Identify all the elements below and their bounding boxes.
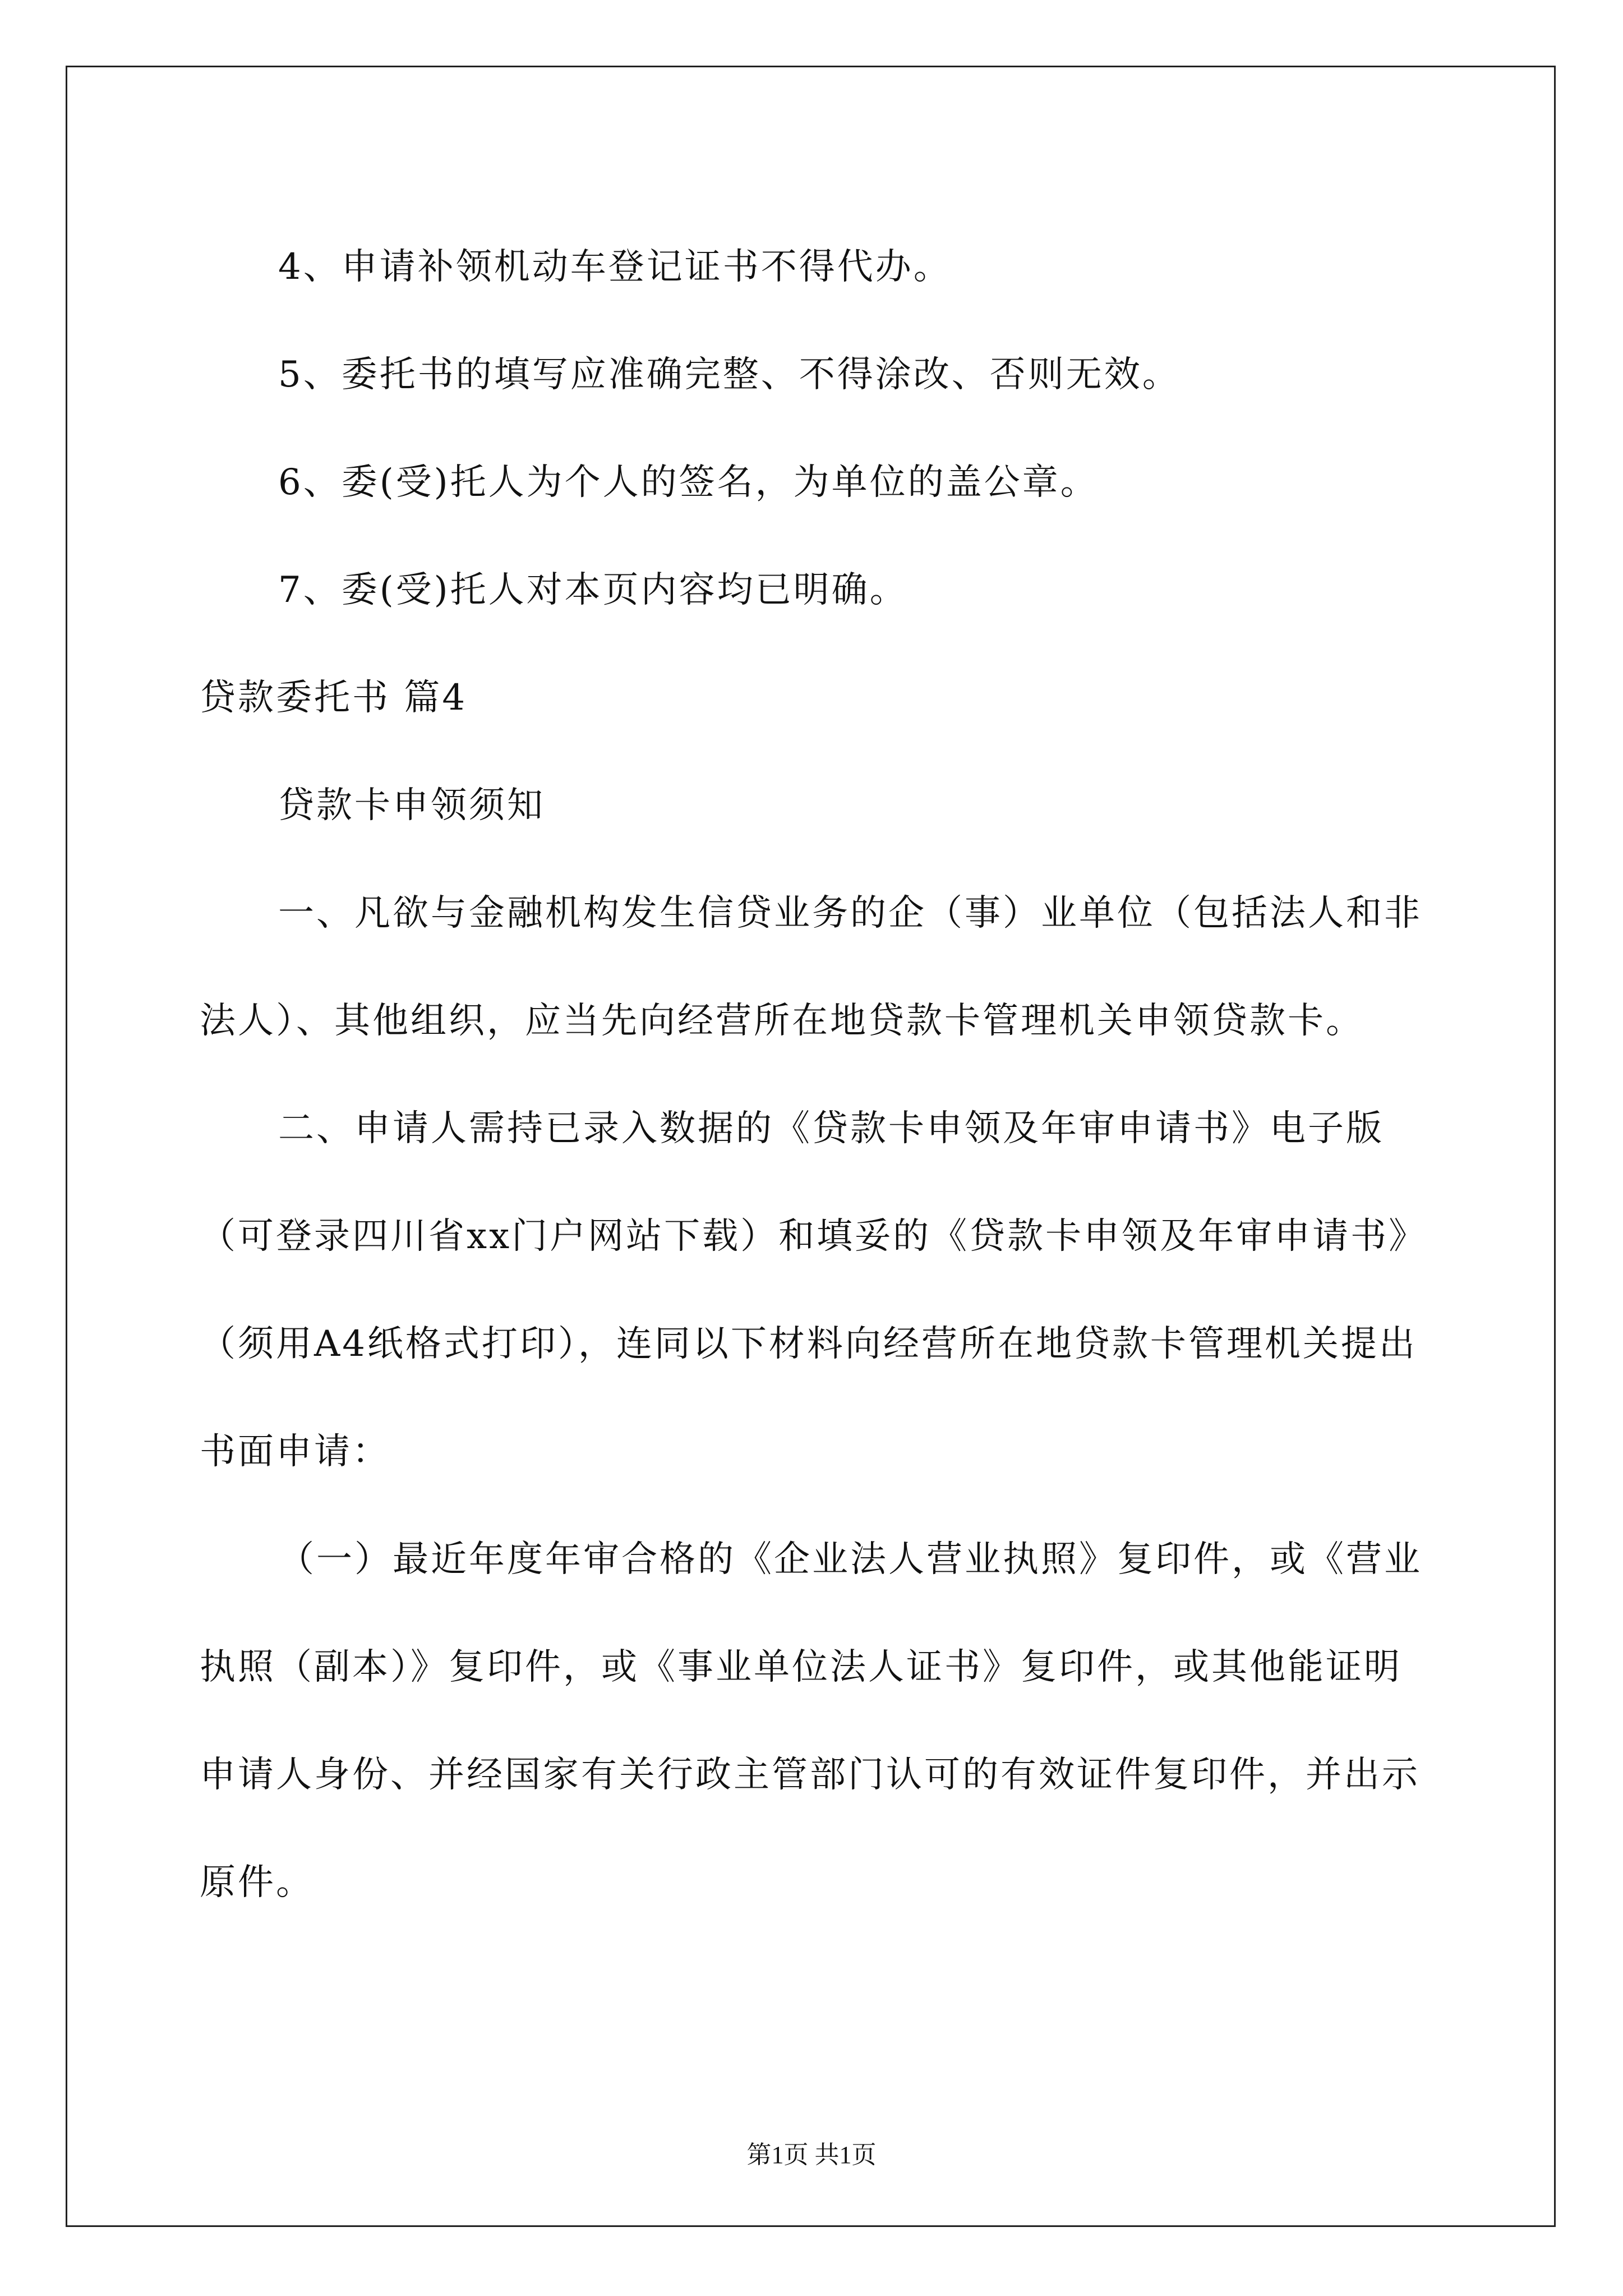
- page-footer: 第1页 共1页: [746, 2141, 877, 2169]
- paragraph-two: 二、申请人需持已录入数据的《贷款卡申领及年审申请书》电子版（可登录四川省xx门户网站下载）和填妥的《贷款卡申领及年审申请书》（须用A4纸格式打印），连同以下材料向经营所在地贷款卡管理机关提出书面申请：: [200, 1108, 1427, 1473]
- paragraph-item-5: 5、委托书的填写应准确完整、不得涂改、否则无效。: [278, 354, 1181, 395]
- paragraph-item-4: 4、申请补领机动车登记证书不得代办。: [278, 246, 952, 288]
- section-heading: 贷款委托书 篇4: [200, 677, 468, 719]
- document-body: [200, 213, 1428, 1936]
- paragraph-item-7: 7、委(受)托人对本页内容均已明确。: [278, 569, 908, 611]
- paragraph-item-6: 6、委(受)托人为个人的签名，为单位的盖公章。: [278, 462, 1099, 503]
- subheading: 贷款卡申领须知: [278, 785, 545, 826]
- paragraph-one: 一、凡欲与金融机构发生信贷业务的企（事）业单位（包括法人和非法人）、其他组织，应当先向经营所在地贷款卡管理机关申领贷款卡。: [200, 892, 1422, 1042]
- paragraph-sub-one: （一）最近年度年审合格的《企业法人营业执照》复印件，或《营业执照（副本）》复印件，或《事业单位法人证书》复印件，或其他能证明申请人身份、并经国家有关行政主管部门认可的有效证件复印件，并出示原件。: [200, 1539, 1422, 1903]
